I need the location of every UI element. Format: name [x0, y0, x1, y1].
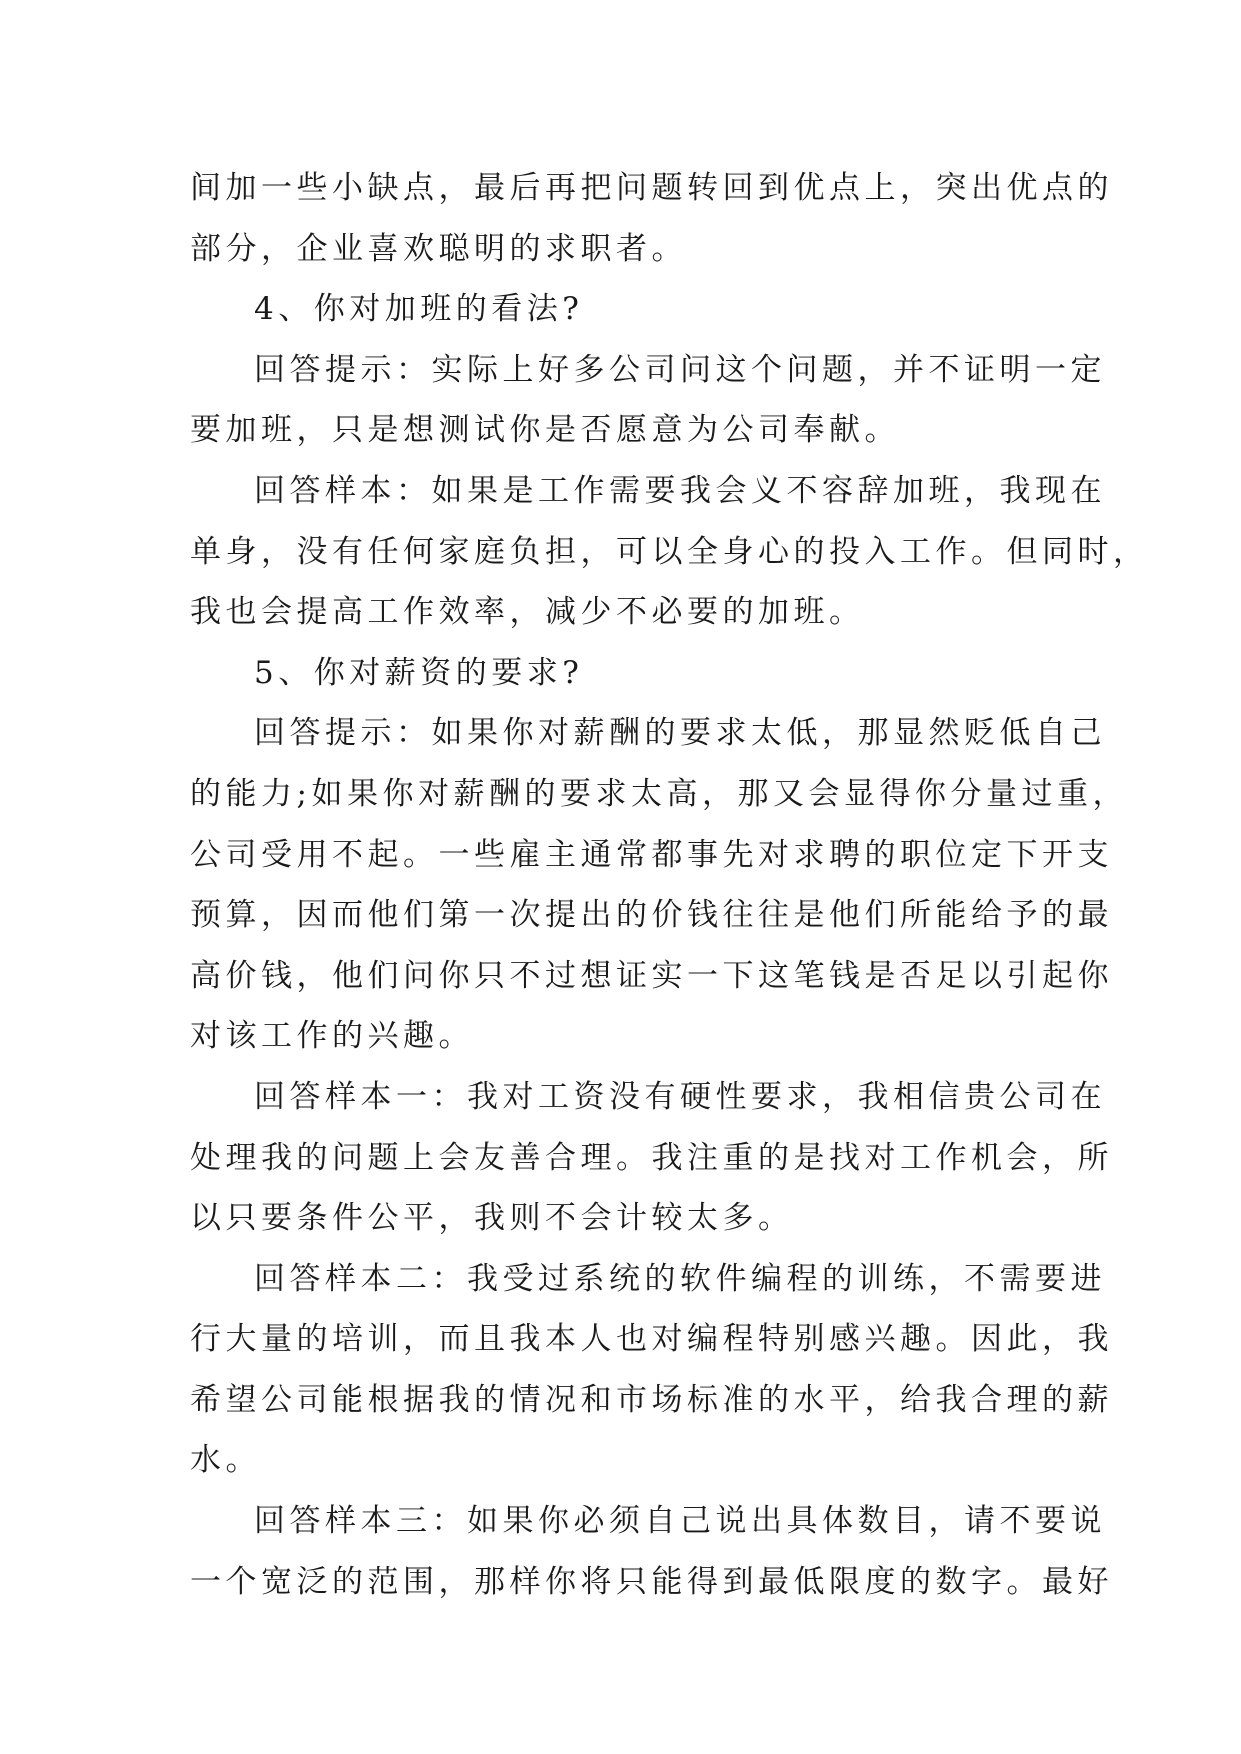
text-line: 我也会提高工作效率，减少不必要的加班。 — [190, 594, 865, 631]
text-line: 一个宽泛的范围，那样你将只能得到最低限度的数字。最好 — [190, 1563, 1113, 1600]
text-line: 公司受用不起。一些雇主通常都事先对求聘的职位定下开支 — [190, 836, 1113, 873]
text-line: 间加一些小缺点，最后再把问题转回到优点上，突出优点的 — [190, 170, 1113, 206]
text-line: 回答提示：如果你对薪酬的要求太低，那显然贬低自己 — [254, 715, 1106, 752]
text-line: 要加班，只是想测试你是否愿意为公司奉献。 — [190, 412, 900, 449]
text-line: 对该工作的兴趣。 — [190, 1018, 474, 1055]
text-line: 单身，没有任何家庭负担，可以全身心的投入工作。但同时， — [190, 533, 1149, 570]
text-line: 回答提示：实际上好多公司问这个问题，并不证明一定 — [254, 351, 1106, 388]
text-line: 的能力;如果你对薪酬的要求太高，那又会显得你分量过重， — [190, 775, 1128, 812]
text-line: 高价钱，他们问你只不过想证实一下这笔钱是否足以引起你 — [190, 957, 1113, 994]
text-line: 部分，企业喜欢聪明的求职者。 — [190, 230, 687, 267]
text-line: 回答样本一：我对工资没有硬性要求，我相信贵公司在 — [254, 1078, 1106, 1115]
text-line: 以只要条件公平，我则不会计较太多。 — [190, 1200, 794, 1237]
question-heading: 4、你对加班的看法? — [254, 291, 584, 328]
text-line: 预算，因而他们第一次提出的价钱往往是他们所能给予的最 — [190, 897, 1113, 934]
text-line: 回答样本：如果是工作需要我会义不容辞加班，我现在 — [254, 472, 1106, 509]
text-line: 水。 — [190, 1442, 261, 1479]
text-line: 回答样本三：如果你必须自己说出具体数目，请不要说 — [254, 1503, 1106, 1540]
text-line: 回答样本二：我受过系统的软件编程的训练，不需要进 — [254, 1260, 1106, 1297]
text-line: 处理我的问题上会友善合理。我注重的是找对工作机会，所 — [190, 1139, 1113, 1176]
document-body — [190, 158, 1149, 1612]
text-line: 行大量的培训，而且我本人也对编程特别感兴趣。因此，我 — [190, 1321, 1113, 1358]
question-heading: 5、你对薪资的要求? — [254, 654, 584, 691]
text-line: 希望公司能根据我的情况和市场标准的水平，给我合理的薪 — [190, 1381, 1113, 1418]
